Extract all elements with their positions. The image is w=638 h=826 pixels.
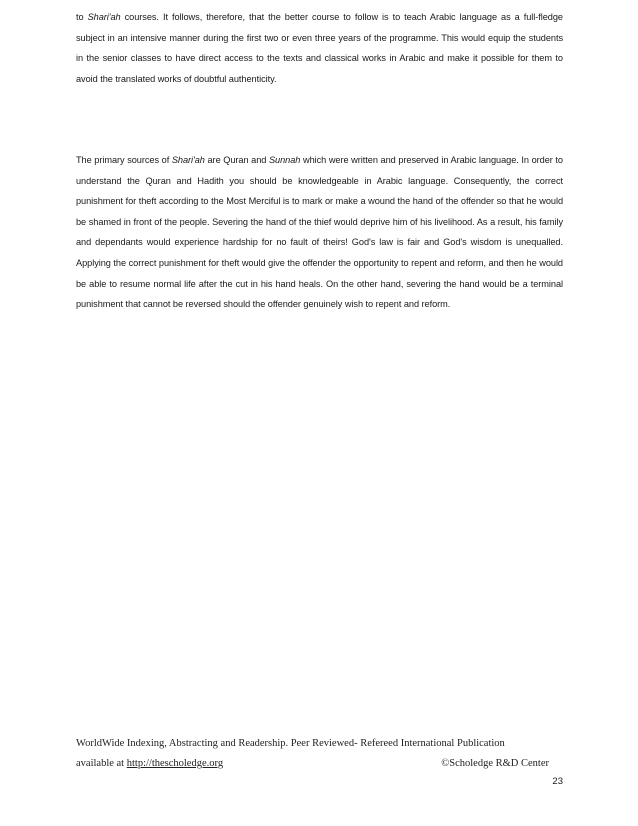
text-run: to <box>76 12 88 22</box>
text-run-italic: Sunnah <box>268 155 301 165</box>
page-number: 23 <box>552 776 563 787</box>
footer-line-2 <box>76 758 563 769</box>
text-run-italic: Shari'ah <box>87 12 121 22</box>
footer-line-1: WorldWide Indexing, Abstracting and Readership. Peer Reviewed- Refereed International Publication <box>76 738 505 749</box>
text-run: are Quran and <box>204 155 269 165</box>
footer-availability <box>76 758 223 769</box>
text-run: The primary sources of <box>76 155 172 165</box>
body-paragraph-1 <box>76 7 563 89</box>
text-run-italic: Shari'ah <box>171 155 205 165</box>
footer-prefix: available at <box>76 758 127 769</box>
text-run: which were written and preserved in Arabic language. In order to understand the Quran and Hadith you should be knowledgeable in Arabic language. Consequently, the correct punishment for theft according to the Most Merciful is to mark or make a wound the hand of the offender so that he would be shamed in front of the people. Severing the hand of the thief would deprive him of his livelihood. As a result, his family and dependants would experience hardship for no fault of theirs! God's law is fair and God's wisdom is unequalled. Applying the correct punishment for theft would give the offender the opportunity to repent and reform, and then he would be able to resume normal life after the cut in his hand heals. On the other hand, severing the hand would be a terminal punishment that cannot be reversed should the offender genuinely wish to repent and reform. <box>76 155 563 310</box>
footer-copyright: ©Scholedge R&D Center <box>441 758 549 769</box>
footer-link[interactable]: http://thescholedge.org <box>126 758 224 769</box>
body-paragraph-2 <box>76 150 563 315</box>
text-run: courses. It follows, therefore, that the better course to follow is to teach Arabic language as a full-fledge subject in an intensive manner during the first two or even three years of the programme. This would equip the students in the senior classes to have direct access to the texts and classical works in Arabic and make it possible for them to avoid the translated works of doubtful authenticity. <box>76 12 563 84</box>
